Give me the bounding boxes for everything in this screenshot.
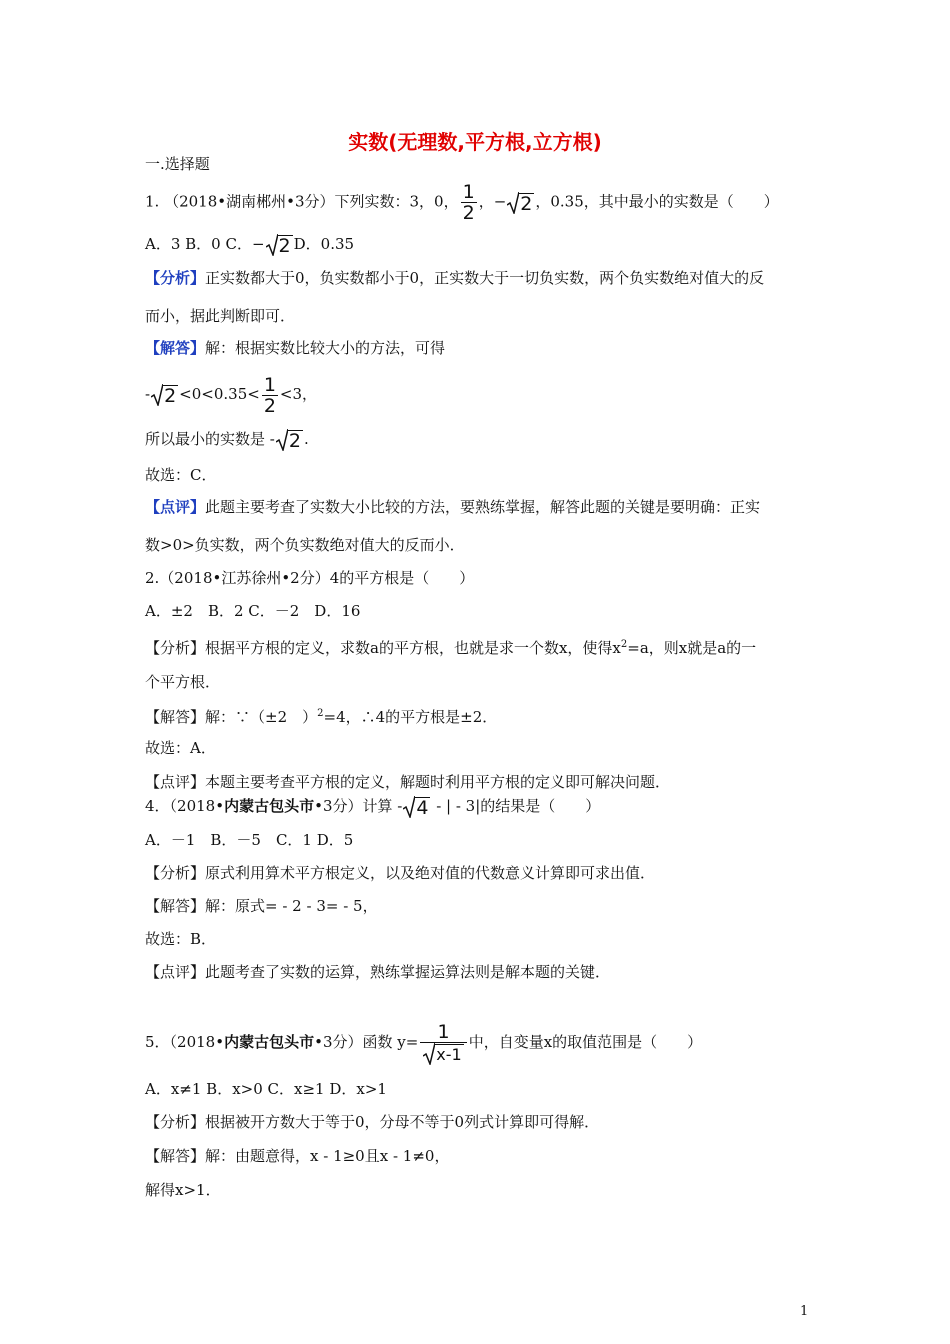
q1-fraction: $\frac{1}{2}$	[462, 181, 475, 224]
q4-analysis: 【分析】原式利用算术平方根定义，以及绝对值的代数意义计算即可求出值．	[145, 864, 656, 882]
section-heading: 一.选择题	[145, 155, 210, 173]
q4-options: A．－1 B．－5 C．1 D．5	[145, 831, 354, 849]
q1-analysis-line-1: 【分析】正实数都大于0，负实数都小于0，正实数大于一切负实数，两个负实数绝对值大的反	[145, 269, 765, 287]
q2-options: A．±2 B．2 C．－2 D．16	[145, 602, 361, 620]
q1-ineq-sqrt: 2	[151, 384, 178, 406]
q5-options: A．x≠1 B．x>0 C．x≥1 D．x>1	[145, 1080, 387, 1098]
page-number: 1	[800, 1304, 809, 1319]
q1-options: A．3 B．0 C．− 2 D．0.35	[145, 235, 355, 257]
q1-choice: 故选：C．	[145, 466, 217, 484]
q1-analysis-line-2: 而小，据此判断即可．	[145, 307, 296, 325]
q5-sqrt: x-1	[423, 1043, 463, 1065]
q1-sqrt: 2	[507, 192, 534, 214]
q4-sqrt: 4	[403, 796, 430, 818]
q4-answer: 【解答】解：原式= - 2 - 3= - 5，	[145, 897, 378, 915]
q4-choice: 故选：B．	[145, 930, 217, 948]
q4-stem: 4．（2018•内蒙古包头市•3分）计算 - 4 - | - 3|的结果是（ ）	[145, 797, 601, 819]
q1-option-c-sqrt: 2	[266, 234, 293, 256]
q1-inequality: - 2 <0<0.35< $\frac{1}{2}$ <3，	[145, 373, 318, 417]
q5-analysis: 【分析】根据被开方数大于等于0，分母不等于0列式计算即可得解．	[145, 1113, 600, 1131]
q2-stem: 2.（2018•江苏徐州•2分）4的平方根是（ ）	[145, 569, 475, 587]
q2-answer: 【解答】解：∵（±2 ）$^2$=4，∴4的平方根是±2．	[145, 708, 498, 726]
q5-fraction: $\frac{1}{x-1}$	[420, 1022, 466, 1065]
q4-comment: 【点评】此题考查了实数的运算，熟练掌握运算法则是解本题的关键．	[145, 963, 611, 981]
q1-comment-line-1: 【点评】此题主要考查了实数大小比较的方法，要熟练掌握，解答此题的关键是要明确：正实	[145, 498, 761, 516]
q5-stem: 5．（2018•内蒙古包头市•3分）函数 y= $\frac{1}{x-1}$ 中，自变量x的取值范围是（ ）	[145, 1020, 703, 1064]
q1-conclusion: 所以最小的实数是 - 2 .	[145, 430, 309, 452]
q1-ineq-fraction: $\frac{1}{2}$	[263, 373, 276, 417]
q5-answer: 【解答】解：由题意得，x - 1≥0且x - 1≠0，	[145, 1147, 450, 1165]
q5-result: 解得x>1．	[145, 1181, 221, 1199]
q1-conclusion-sqrt: 2	[276, 429, 303, 451]
q2-choice: 故选：A．	[145, 739, 216, 757]
q1-stem: 1. （2018•湖南郴州•3分）下列实数：3，0， $\frac{1}{2}$ ，− 2 ，0.35，其中最小的实数是（ ）	[145, 181, 779, 224]
page-title: 实数(无理数,平方根,立方根)	[348, 130, 602, 154]
q1-comment-line-2: 数>0>负实数，两个负实数绝对值大的反而小．	[145, 536, 465, 554]
q2-comment: 【点评】本题主要考查平方根的定义，解题时利用平方根的定义即可解决问题．	[145, 773, 671, 791]
q2-analysis-line-1: 【分析】根据平方根的定义，求数a的平方根，也就是求一个数x，使得$x^2=a$，则x就是a的一	[145, 639, 757, 657]
q1-answer-line-1: 【解答】解：根据实数比较大小的方法，可得	[145, 339, 446, 357]
q2-analysis-line-2: 个平方根．	[145, 673, 221, 691]
